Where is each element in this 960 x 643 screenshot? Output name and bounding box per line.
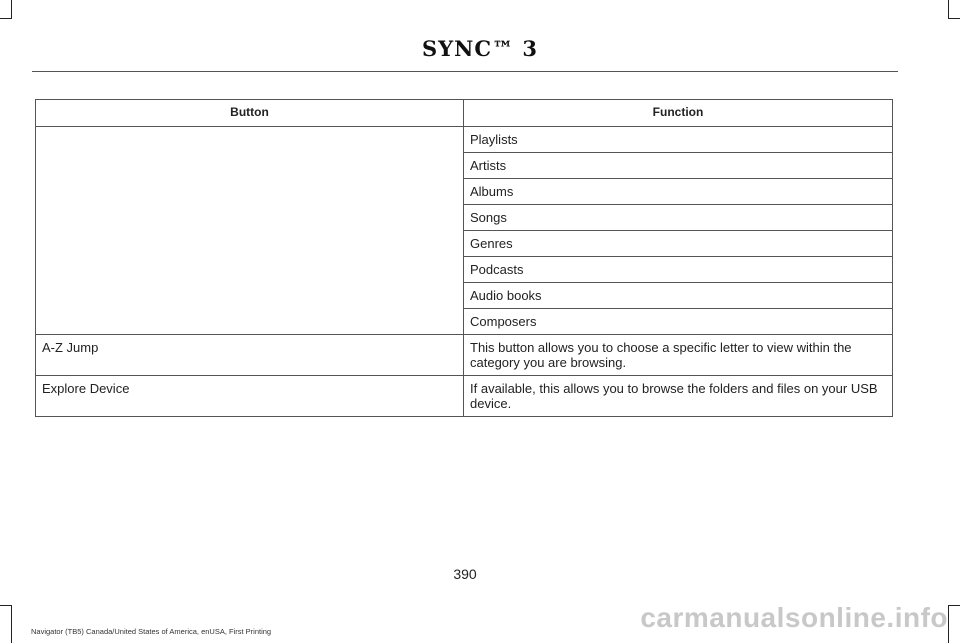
function-cell: Podcasts xyxy=(464,257,893,283)
crop-mark-bottom-right-h xyxy=(948,605,960,606)
function-cell: Genres xyxy=(464,231,893,257)
crop-mark-bottom-left-v xyxy=(11,605,12,643)
column-header-button: Button xyxy=(36,100,464,127)
crop-mark-top-right-h xyxy=(948,18,960,19)
function-cell: Artists xyxy=(464,153,893,179)
function-cell: Songs xyxy=(464,205,893,231)
page-number: 390 xyxy=(453,566,477,582)
crop-mark-bottom-right-v xyxy=(948,605,949,643)
button-cell: Explore Device xyxy=(36,376,464,417)
crop-mark-top-right-v xyxy=(948,0,949,19)
watermark: carmanualsonline.info xyxy=(640,602,948,633)
title-divider xyxy=(32,71,898,72)
function-cell: Composers xyxy=(464,309,893,335)
table-row xyxy=(36,335,893,376)
column-header-function: Function xyxy=(464,100,893,127)
crop-mark-top-left-h xyxy=(0,18,12,19)
table-header-row xyxy=(36,100,893,127)
function-cell: Albums xyxy=(464,179,893,205)
function-cell: If available, this allows you to browse the folders and files on your USB device. xyxy=(464,376,893,417)
table-row xyxy=(36,127,893,153)
crop-mark-bottom-left-h xyxy=(0,605,12,606)
function-cell: Audio books xyxy=(464,283,893,309)
browse-button-cell xyxy=(36,127,464,335)
button-cell: A-Z Jump xyxy=(36,335,464,376)
table-row xyxy=(36,376,893,417)
functions-table xyxy=(35,99,893,417)
function-cell: This button allows you to choose a specific letter to view within the category you are browsing. xyxy=(464,335,893,376)
page-title: SYNC™ 3 xyxy=(422,36,538,61)
function-cell: Playlists xyxy=(464,127,893,153)
crop-mark-top-left-v xyxy=(11,0,12,19)
edition-footer: Navigator (TB5) Canada/United States of America, enUSA, First Printing xyxy=(31,627,272,636)
